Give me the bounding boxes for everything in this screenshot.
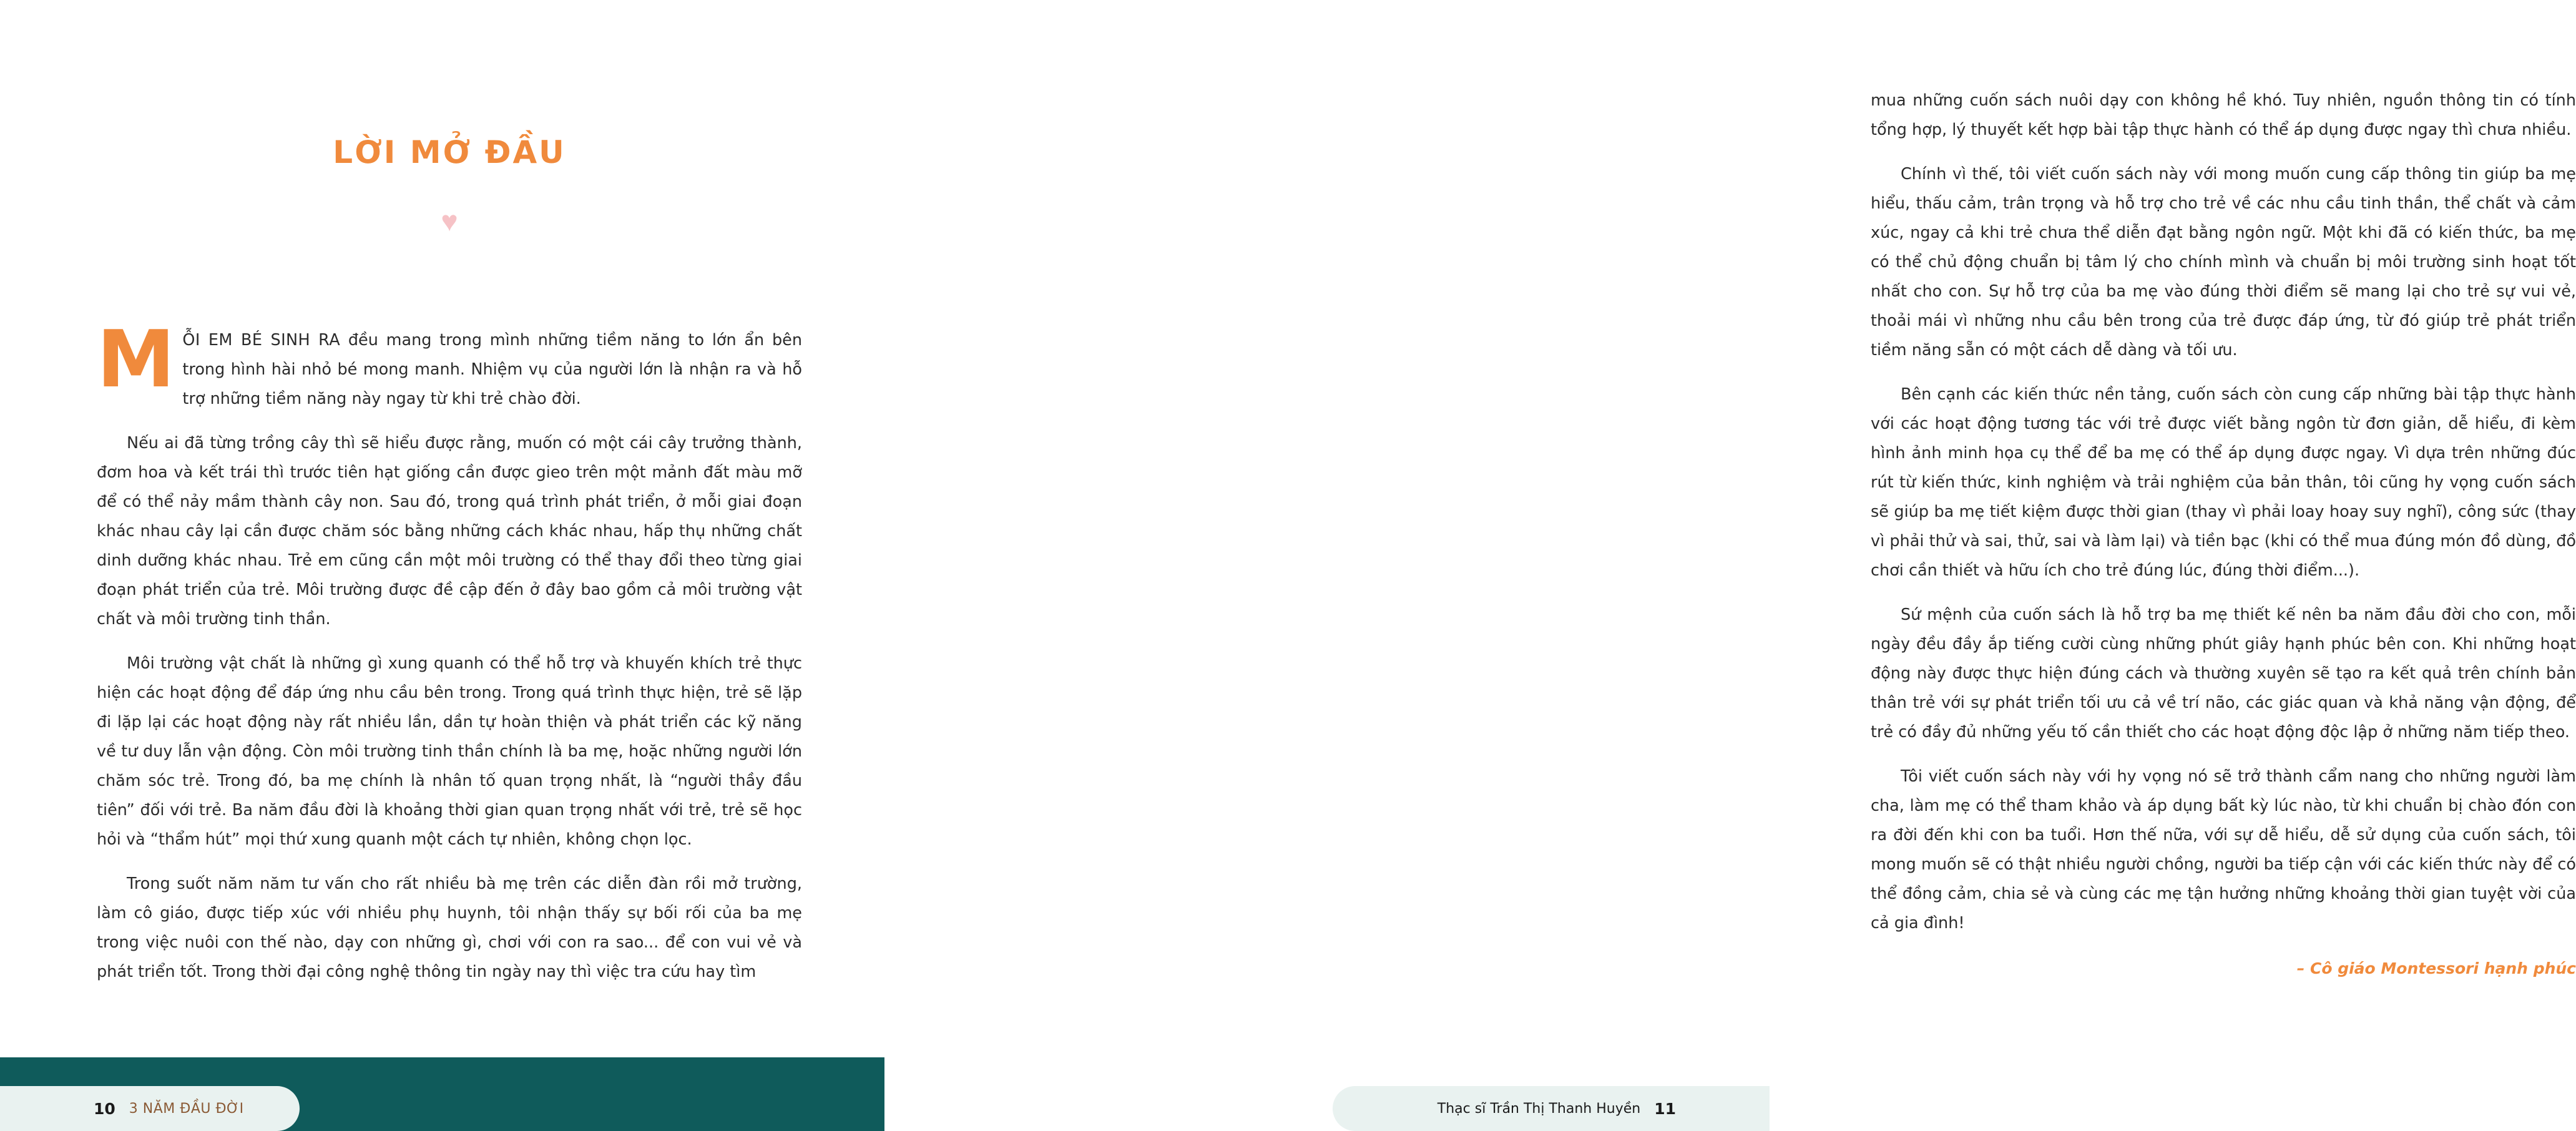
- first-paragraph-rest: đều mang trong mình những tiềm năng to lớn ẩn bên trong hình hài nhỏ bé mong manh. Nhiệm vụ của người lớn là nhận ra và hỗ trợ những tiềm năng này ngay từ khi trẻ chào đời.: [182, 331, 802, 408]
- lead-text: ỖI EM BÉ SINH RA: [182, 331, 341, 350]
- right-column-text: [1871, 86, 2576, 977]
- paragraph: Sứ mệnh của cuốn sách là hỗ trợ ba mẹ thiết kế nên ba năm đầu đời cho con, mỗi ngày đều đầy ắp tiếng cười cùng những phút giây hạnh phúc bên con. Khi những hoạt động này được thực hiện đúng cách và thường xuyên sẽ tạo ra kết quả trên chính bản thân trẻ với sự phát triển tối ưu cả về trí não, các giác quan và khả năng vận động, để trẻ có đầy đủ những yếu tố cần thiết cho các hoạt động độc lập ở những năm tiếp theo.: [1871, 605, 2576, 742]
- paragraph: Nếu ai đã từng trồng cây thì sẽ hiểu được rằng, muốn có một cái cây trưởng thành, đơm hoa và kết trái thì trước tiên hạt giống cần được gieo trên một mảnh đất màu mỡ để có thể nảy mầm thành cây non. Sau đó, trong quá trình phát triển, ở mỗi giai đoạn khác nhau cây lại cần được chăm sóc bằng những cách khác nhau, hấp thụ những chất dinh dưỡng khác nhau. Trẻ em cũng cần một môi trường có thể thay đổi theo từng giai đoạn phát triển của trẻ. Môi trường được đề cập đến ở đây bao gồm cả môi trường vật chất và môi trường tinh thần.: [97, 434, 802, 629]
- heart-icon: ♥: [441, 205, 458, 237]
- paragraph: mua những cuốn sách nuôi dạy con không hề khó. Tuy nhiên, nguồn thông tin có tính tổng hợp, lý thuyết kết hợp bài tập thực hành có thể áp dụng được ngay thì chưa nhiều.: [1871, 91, 2576, 139]
- paragraph: Tôi viết cuốn sách này với hy vọng nó sẽ trở thành cẩm nang cho những người làm cha, làm mẹ có thể tham khảo và áp dụng bất kỳ lúc nào, từ khi chuẩn bị chào đón con ra đời đến khi con ba tuổi. Hơn thế nữa, với sự dễ hiểu, dễ sử dụng của cuốn sách, tôi mong muốn sẽ có thật nhiều người chồng, người ba tiếp cận với các kiến thức này để có thể đồng cảm, chia sẻ và cùng các mẹ tận hưởng những khoảng thời gian tuyệt vời của cả gia đình!: [1871, 767, 2576, 933]
- page-number: 11: [1654, 1099, 1676, 1118]
- page-number: 10: [94, 1099, 115, 1118]
- book-title-footer: 3 NĂM ĐẦU ĐỜI: [129, 1100, 244, 1117]
- paragraph: Bên cạnh các kiến thức nền tảng, cuốn sách còn cung cấp những bài tập thực hành với các hoạt động tương tác với trẻ được viết bằng ngôn từ đơn giản, dễ hiểu, đi kèm hình ảnh minh họa cụ thể để ba mẹ có thể áp dụng được ngay. Vì dựa trên những đúc rút từ kiến thức, kinh nghiệm và trải nghiệm của bản thân, tôi cũng hy vọng cuốn sách sẽ giúp ba mẹ tiết kiệm được thời gian (thay vì phải loay hoay suy nghĩ), công sức (thay vì phải thử và sai, thử, sai và làm lại) và tiền bạc (khi có thể mua đúng món đồ dùng, đồ chơi cần thiết và hữu ích cho trẻ đúng lúc, đúng thời điểm...).: [1871, 385, 2576, 580]
- page-title: LỜI MỞ ĐẦU: [333, 134, 566, 170]
- footer-left: [0, 1086, 300, 1131]
- left-page: [0, 0, 884, 1131]
- paragraph: Trong suốt năm năm tư vấn cho rất nhiều bà mẹ trên các diễn đàn rồi mở trường, làm cô giáo, được tiếp xúc với nhiều phụ huynh, tôi nhận thấy sự bối rối của ba mẹ trong việc nuôi con thế nào, dạy con những gì, chơi với con ra sao... để con vui vẻ và phát triển tốt. Trong thời đại công nghệ thông tin ngày nay thì việc tra cứu hay tìm: [97, 874, 802, 981]
- first-paragraph: [97, 313, 802, 414]
- footer-right: [1333, 1086, 1770, 1131]
- drop-cap: M: [97, 313, 175, 405]
- author-footer: Thạc sĩ Trần Thị Thanh Huyền: [1437, 1100, 1641, 1117]
- left-column-text: [97, 313, 802, 1002]
- right-page: [884, 0, 2576, 1131]
- paragraph: Chính vì thế, tôi viết cuốn sách này với mong muốn cung cấp thông tin giúp ba mẹ hiểu, thấu cảm, trân trọng và hỗ trợ cho trẻ về các nhu cầu tinh thần, thể chất và cảm xúc, ngay cả khi trẻ chưa thể diễn đạt bằng ngôn ngữ. Một khi đã có kiến thức, ba mẹ có thể chủ động chuẩn bị tâm lý cho chính mình và chuẩn bị môi trường sinh hoạt tốt nhất cho con. Sự hỗ trợ của ba mẹ vào đúng thời điểm sẽ mang lại cho trẻ sự vui vẻ, thoải mái vì những nhu cầu bên trong của trẻ được đáp ứng, từ đó giúp trẻ phát triển tiềm năng sẵn có một cách dễ dàng và tối ưu.: [1871, 165, 2576, 360]
- chapter-title-block: [97, 134, 802, 235]
- signature: – Cô giáo Montessori hạnh phúc: [2296, 959, 2576, 977]
- paragraph: Môi trường vật chất là những gì xung quanh có thể hỗ trợ và khuyến khích trẻ thực hiện các hoạt động để đáp ứng nhu cầu bên trong. Trong quá trình thực hiện, trẻ sẽ lặp đi lặp lại các hoạt động này rất nhiều lần, dần tự hoàn thiện và phát triển các kỹ năng về tư duy lẫn vận động. Còn môi trường tinh thần chính là ba mẹ, hoặc những người lớn chăm sóc trẻ. Trong đó, ba mẹ chính là nhân tố quan trọng nhất, là “người thầy đầu tiên” đối với trẻ. Ba năm đầu đời là khoảng thời gian quan trọng nhất với trẻ, trẻ sẽ học hỏi và “thẩm hút” mọi thứ xung quanh một cách tự nhiên, không chọn lọc.: [97, 654, 802, 849]
